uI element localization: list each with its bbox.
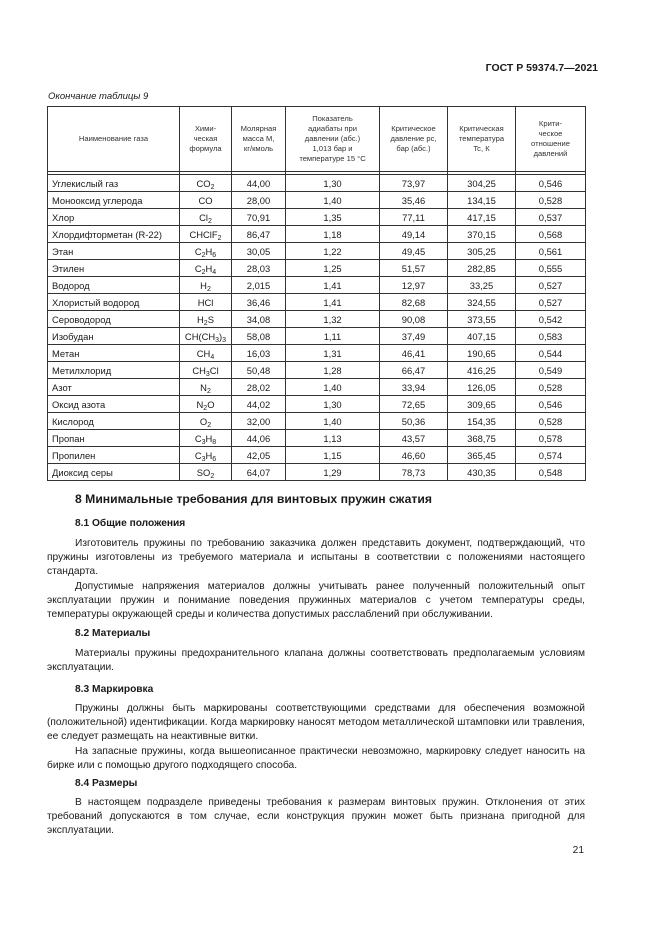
cell-formula: HCl: [180, 294, 232, 311]
cell-critical-ratio: 0,568: [516, 226, 586, 243]
cell-critical-temperature: 365,45: [448, 447, 516, 464]
paragraph: На запасные пружины, когда вышеописанное практически невозможно, маркировку следует наносить на бирке или с помощью другого подходящего способа.: [47, 745, 585, 771]
table-row: [48, 464, 586, 481]
cell-critical-ratio: 0,549: [516, 362, 586, 379]
cell-critical-temperature: 407,15: [448, 328, 516, 345]
cell-formula: $N_2$: [180, 379, 232, 396]
section-8-1-title: 8.1 Общие положения: [75, 518, 186, 529]
cell-adiabatic-index: 1,31: [286, 345, 380, 362]
cell-critical-temperature: 373,55: [448, 311, 516, 328]
cell-formula: $CH_4$: [180, 345, 232, 362]
cell-critical-temperature: 324,55: [448, 294, 516, 311]
section-8-3-body: [47, 702, 585, 773]
cell-critical-ratio: 0,528: [516, 379, 586, 396]
table-row: [48, 175, 586, 192]
section-8-title: 8 Минимальные требования для винтовых пружин сжатия: [75, 492, 432, 506]
cell-adiabatic-index: 1,11: [286, 328, 380, 345]
cell-molar-mass: 32,00: [232, 413, 286, 430]
cell-critical-ratio: 0,528: [516, 192, 586, 209]
table-row: [48, 226, 586, 243]
cell-molar-mass: 16,03: [232, 345, 286, 362]
cell-formula: $C_3H_8$: [180, 430, 232, 447]
table-row: [48, 243, 586, 260]
cell-formula: CO: [180, 192, 232, 209]
paragraph: В настоящем подразделе приведены требования к размерам винтовых пружин. Отклонения от этих требований допускаются в том случае, если конструкция пружин может быть признана пригодной для эксплуатации.: [47, 797, 585, 837]
cell-critical-ratio: 0,583: [516, 328, 586, 345]
cell-critical-temperature: 309,65: [448, 396, 516, 413]
cell-formula: $C_2H_4$: [180, 260, 232, 277]
table-row: [48, 311, 586, 328]
col-adiabatic-index: Показатель адиабаты при давлении (абс.) 1,013 бар и температуре 15 °С: [286, 107, 380, 172]
cell-critical-temperature: 282,85: [448, 260, 516, 277]
cell-gas-name: Водород: [48, 277, 180, 294]
cell-adiabatic-index: 1,29: [286, 464, 380, 481]
cell-molar-mass: 34,08: [232, 311, 286, 328]
section-8-4-title: 8.4 Размеры: [75, 778, 138, 789]
cell-critical-pressure: 90,08: [380, 311, 448, 328]
section-8-2-title: 8.2 Материалы: [75, 628, 151, 639]
col-critical-pressure: Критическое давление pc, бар (абс.): [380, 107, 448, 172]
cell-adiabatic-index: 1,40: [286, 192, 380, 209]
cell-gas-name: Углекислый газ: [48, 175, 180, 192]
table-row: [48, 294, 586, 311]
cell-critical-ratio: 0,544: [516, 345, 586, 362]
cell-critical-pressure: 46,41: [380, 345, 448, 362]
cell-critical-pressure: 33,94: [380, 379, 448, 396]
cell-gas-name: Монооксид углерода: [48, 192, 180, 209]
document-id: ГОСТ Р 59374.7—2021: [485, 62, 598, 74]
cell-formula: $CH(CH_3)_3$: [180, 328, 232, 345]
cell-critical-pressure: 49,45: [380, 243, 448, 260]
cell-molar-mass: 44,02: [232, 396, 286, 413]
section-8-1-body: [47, 537, 585, 622]
table-row: [48, 277, 586, 294]
cell-molar-mass: 64,07: [232, 464, 286, 481]
cell-gas-name: Метилхлорид: [48, 362, 180, 379]
cell-molar-mass: 86,47: [232, 226, 286, 243]
section-8-2-body: [47, 647, 585, 675]
cell-critical-pressure: 78,73: [380, 464, 448, 481]
cell-gas-name: Этилен: [48, 260, 180, 277]
table-row: [48, 362, 586, 379]
cell-adiabatic-index: 1,22: [286, 243, 380, 260]
cell-molar-mass: 44,00: [232, 175, 286, 192]
cell-critical-pressure: 77,11: [380, 209, 448, 226]
cell-molar-mass: 2,015: [232, 277, 286, 294]
cell-adiabatic-index: 1,25: [286, 260, 380, 277]
cell-formula: $O_2$: [180, 413, 232, 430]
cell-molar-mass: 28,00: [232, 192, 286, 209]
col-formula: Хими- ческая формула: [180, 107, 232, 172]
table-row: [48, 345, 586, 362]
cell-molar-mass: 30,05: [232, 243, 286, 260]
cell-critical-pressure: 46,60: [380, 447, 448, 464]
table-row: [48, 379, 586, 396]
cell-formula: $H_2$: [180, 277, 232, 294]
cell-adiabatic-index: 1,35: [286, 209, 380, 226]
cell-formula: $C_2H_6$: [180, 243, 232, 260]
cell-critical-temperature: 368,75: [448, 430, 516, 447]
cell-molar-mass: 28,02: [232, 379, 286, 396]
cell-formula: $Cl_2$: [180, 209, 232, 226]
cell-adiabatic-index: 1,32: [286, 311, 380, 328]
cell-gas-name: Пропилен: [48, 447, 180, 464]
cell-formula: $CH_3Cl$: [180, 362, 232, 379]
cell-adiabatic-index: 1,18: [286, 226, 380, 243]
cell-critical-temperature: 190,65: [448, 345, 516, 362]
cell-critical-pressure: 37,49: [380, 328, 448, 345]
cell-critical-ratio: 0,546: [516, 175, 586, 192]
cell-critical-ratio: 0,527: [516, 277, 586, 294]
cell-gas-name: Хлористый водород: [48, 294, 180, 311]
cell-critical-ratio: 0,527: [516, 294, 586, 311]
cell-critical-ratio: 0,546: [516, 396, 586, 413]
table-row: [48, 209, 586, 226]
cell-adiabatic-index: 1,15: [286, 447, 380, 464]
page-number: 21: [572, 845, 584, 856]
cell-critical-ratio: 0,574: [516, 447, 586, 464]
cell-critical-pressure: 82,68: [380, 294, 448, 311]
col-critical-temperature: Критическая температура Tc, К: [448, 107, 516, 172]
cell-gas-name: Хлордифторметан (R-22): [48, 226, 180, 243]
cell-molar-mass: 36,46: [232, 294, 286, 311]
paragraph: Допустимые напряжения материалов должны учитывать ранее полученный положительный опыт эксплуатации пружин и понимание поведения пружинных материалов с учетом температуры среды, температуры окружающей среды и количества допустимых расслаблений при обслуживании.: [47, 580, 585, 621]
cell-molar-mass: 42,05: [232, 447, 286, 464]
cell-critical-pressure: 51,57: [380, 260, 448, 277]
cell-adiabatic-index: 1,41: [286, 277, 380, 294]
cell-critical-pressure: 72,65: [380, 396, 448, 413]
cell-critical-ratio: 0,561: [516, 243, 586, 260]
cell-critical-pressure: 12,97: [380, 277, 448, 294]
table-row: [48, 396, 586, 413]
cell-gas-name: Пропан: [48, 430, 180, 447]
cell-critical-pressure: 50,36: [380, 413, 448, 430]
cell-critical-temperature: 154,35: [448, 413, 516, 430]
table-row: [48, 430, 586, 447]
table-row: [48, 447, 586, 464]
cell-adiabatic-index: 1,40: [286, 379, 380, 396]
table-caption: Окончание таблицы 9: [48, 91, 149, 102]
cell-adiabatic-index: 1,40: [286, 413, 380, 430]
cell-gas-name: Сероводород: [48, 311, 180, 328]
cell-critical-ratio: 0,542: [516, 311, 586, 328]
cell-critical-temperature: 126,05: [448, 379, 516, 396]
cell-critical-temperature: 304,25: [448, 175, 516, 192]
cell-critical-ratio: 0,548: [516, 464, 586, 481]
cell-gas-name: Азот: [48, 379, 180, 396]
cell-molar-mass: 70,91: [232, 209, 286, 226]
table-row: [48, 413, 586, 430]
cell-gas-name: Диоксид серы: [48, 464, 180, 481]
cell-critical-ratio: 0,537: [516, 209, 586, 226]
cell-critical-temperature: 417,15: [448, 209, 516, 226]
cell-adiabatic-index: 1,41: [286, 294, 380, 311]
cell-molar-mass: 50,48: [232, 362, 286, 379]
paragraph: Изготовитель пружины по требованию заказчика должен представить документ, подтверждающий, что пружины изготовлены из требуемого материала и испытаны в соответствии с положениями настоящего стандарта.: [47, 538, 585, 578]
cell-critical-temperature: 134,15: [448, 192, 516, 209]
cell-adiabatic-index: 1,30: [286, 396, 380, 413]
cell-critical-temperature: 416,25: [448, 362, 516, 379]
cell-critical-pressure: 73,97: [380, 175, 448, 192]
cell-formula: $CO_2$: [180, 175, 232, 192]
cell-gas-name: Хлор: [48, 209, 180, 226]
cell-gas-name: Метан: [48, 345, 180, 362]
cell-critical-pressure: 35,46: [380, 192, 448, 209]
cell-critical-temperature: 305,25: [448, 243, 516, 260]
paragraph: Материалы пружины предохранительного клапана должны соответствовать предполагаемым условиям эксплуатации.: [47, 648, 585, 674]
cell-gas-name: Изобудан: [48, 328, 180, 345]
cell-critical-pressure: 66,47: [380, 362, 448, 379]
section-8-4-body: [47, 796, 585, 839]
col-gas-name: Наименование газа: [48, 107, 180, 172]
cell-critical-temperature: 33,25: [448, 277, 516, 294]
cell-molar-mass: 28,03: [232, 260, 286, 277]
paragraph: Пружины должны быть маркированы соответствующими средствами для обеспечения возможной (положительной) идентификации. Когда маркировку наносят методом металлической штамповки или травления, ее следует размещать на неактивные витки.: [47, 703, 585, 743]
col-critical-ratio: Крити- ческое отношение давлений: [516, 107, 586, 172]
table-row: [48, 260, 586, 277]
cell-critical-pressure: 43,57: [380, 430, 448, 447]
cell-gas-name: Оксид азота: [48, 396, 180, 413]
cell-critical-temperature: 370,15: [448, 226, 516, 243]
cell-molar-mass: 44,06: [232, 430, 286, 447]
cell-adiabatic-index: 1,13: [286, 430, 380, 447]
cell-formula: CHClF$_2$: [180, 226, 232, 243]
section-8-3-title: 8.3 Маркировка: [75, 684, 154, 695]
cell-gas-name: Кислород: [48, 413, 180, 430]
cell-critical-ratio: 0,578: [516, 430, 586, 447]
gas-properties-table: [47, 106, 586, 481]
cell-formula: $SO_2$: [180, 464, 232, 481]
cell-adiabatic-index: 1,30: [286, 175, 380, 192]
cell-formula: $N_2O$: [180, 396, 232, 413]
cell-gas-name: Этан: [48, 243, 180, 260]
cell-formula: $H_2S$: [180, 311, 232, 328]
cell-molar-mass: 58,08: [232, 328, 286, 345]
cell-critical-pressure: 49,14: [380, 226, 448, 243]
table-row: [48, 328, 586, 345]
cell-adiabatic-index: 1,28: [286, 362, 380, 379]
cell-critical-ratio: 0,528: [516, 413, 586, 430]
table-row: [48, 192, 586, 209]
table-header-row: [48, 107, 586, 172]
cell-critical-temperature: 430,35: [448, 464, 516, 481]
cell-critical-ratio: 0,555: [516, 260, 586, 277]
col-molar-mass: Молярная масса M, кг/кмоль: [232, 107, 286, 172]
cell-formula: $C_3H_6$: [180, 447, 232, 464]
